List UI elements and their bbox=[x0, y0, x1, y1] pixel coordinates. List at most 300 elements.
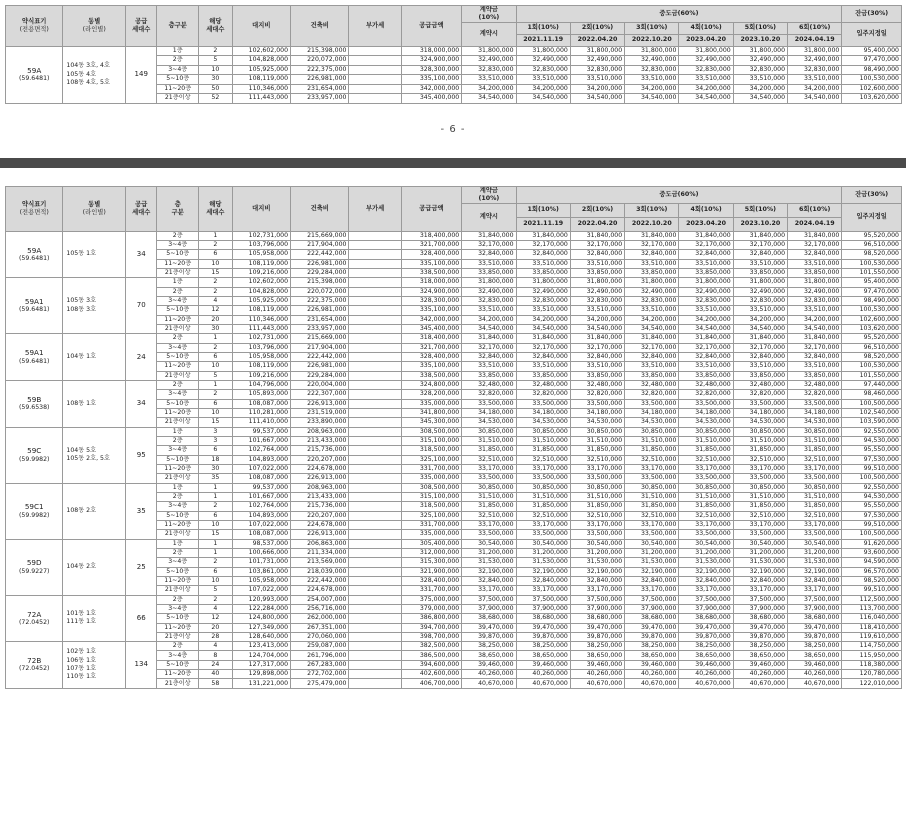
supply-amount: 341,800,000 bbox=[401, 408, 462, 417]
middle-6: 31,840,000 bbox=[788, 231, 842, 240]
unit-type-cell bbox=[6, 334, 63, 381]
building-cost: 231,519,000 bbox=[291, 408, 349, 417]
unit-count: 5 bbox=[199, 56, 232, 66]
middle-6: 32,830,000 bbox=[788, 65, 842, 75]
middle-3: 33,500,000 bbox=[625, 530, 679, 539]
building-cost: 275,479,000 bbox=[291, 679, 349, 688]
header-type: 약식표기 (전용면적) bbox=[6, 6, 63, 47]
header-type: 약식표기 (전용면적) bbox=[6, 187, 63, 232]
contract-amount: 31,510,000 bbox=[462, 436, 516, 445]
header-units: 해당 세대수 bbox=[199, 6, 232, 47]
supply-amount: 342,000,000 bbox=[401, 315, 462, 324]
floor-group: 2층 bbox=[157, 334, 199, 343]
middle-3: 34,200,000 bbox=[625, 315, 679, 324]
middle-3: 32,840,000 bbox=[625, 576, 679, 585]
land-cost: 129,898,000 bbox=[232, 670, 290, 679]
floor-group: 2층 bbox=[157, 231, 199, 240]
header-date: 2022.10.20 bbox=[625, 34, 679, 46]
balance-amount: 100,530,000 bbox=[842, 259, 902, 268]
middle-4: 38,250,000 bbox=[679, 642, 733, 651]
dong-line: 105동 3호 bbox=[66, 297, 97, 305]
header-balance-when: 입주지정일 bbox=[842, 22, 902, 46]
middle-4: 34,200,000 bbox=[679, 315, 733, 324]
balance-amount: 103,590,000 bbox=[842, 418, 902, 427]
building-cost: 217,904,000 bbox=[291, 241, 349, 250]
balance-amount: 102,600,000 bbox=[842, 315, 902, 324]
unit-count: 10 bbox=[199, 520, 232, 529]
supply-amount: 335,000,000 bbox=[401, 530, 462, 539]
floor-group: 1층 bbox=[157, 539, 199, 548]
middle-4: 32,840,000 bbox=[679, 352, 733, 361]
middle-1: 32,170,000 bbox=[516, 343, 570, 352]
header-supply-units: 공급 세대수 bbox=[126, 187, 157, 232]
middle-5: 32,490,000 bbox=[733, 287, 787, 296]
dong-line: 110동 1호 bbox=[66, 673, 97, 681]
floor-group: 2층 bbox=[157, 436, 199, 445]
middle-4: 31,510,000 bbox=[679, 436, 733, 445]
header-supply-amount: 공급금액 bbox=[401, 187, 462, 232]
middle-5: 32,190,000 bbox=[733, 567, 787, 576]
middle-5: 34,180,000 bbox=[733, 408, 787, 417]
middle-4: 32,490,000 bbox=[679, 287, 733, 296]
header-land: 대지비 bbox=[232, 6, 290, 47]
middle-3: 31,510,000 bbox=[625, 436, 679, 445]
contract-amount: 32,170,000 bbox=[462, 343, 516, 352]
middle-6: 32,830,000 bbox=[788, 297, 842, 306]
contract-amount: 32,510,000 bbox=[462, 511, 516, 520]
middle-5: 33,510,000 bbox=[733, 306, 787, 315]
dong-line: 111동 1호 bbox=[66, 618, 97, 626]
middle-6: 32,510,000 bbox=[788, 511, 842, 520]
vat bbox=[349, 250, 401, 259]
header-date: 2024.04.19 bbox=[788, 217, 842, 231]
contract-amount: 31,850,000 bbox=[462, 502, 516, 511]
balance-amount: 98,490,000 bbox=[842, 65, 902, 75]
contract-amount: 37,900,000 bbox=[462, 604, 516, 613]
header-round: 6회(10%) bbox=[788, 22, 842, 34]
middle-1: 33,500,000 bbox=[516, 530, 570, 539]
middle-4: 34,540,000 bbox=[679, 325, 733, 334]
building-cost: 213,433,000 bbox=[291, 436, 349, 445]
balance-amount: 119,610,000 bbox=[842, 632, 902, 641]
middle-1: 33,510,000 bbox=[516, 362, 570, 371]
unit-area: (59.9982) bbox=[19, 455, 50, 463]
header-date: 2023.10.20 bbox=[733, 217, 787, 231]
unit-count: 30 bbox=[199, 75, 232, 85]
balance-amount: 92,550,000 bbox=[842, 483, 902, 492]
middle-2: 34,540,000 bbox=[570, 94, 624, 104]
building-cost: 267,351,000 bbox=[291, 623, 349, 632]
balance-amount: 112,500,000 bbox=[842, 595, 902, 604]
vat bbox=[349, 343, 401, 352]
floor-group: 21층이상 bbox=[157, 632, 199, 641]
middle-1: 39,870,000 bbox=[516, 632, 570, 641]
unit-type: 72A bbox=[27, 609, 42, 619]
middle-2: 33,510,000 bbox=[570, 362, 624, 371]
middle-3: 30,850,000 bbox=[625, 483, 679, 492]
middle-1: 32,510,000 bbox=[516, 511, 570, 520]
land-cost: 108,087,000 bbox=[232, 474, 290, 483]
unit-count: 1 bbox=[199, 231, 232, 240]
middle-3: 34,540,000 bbox=[625, 94, 679, 104]
balance-amount: 100,500,000 bbox=[842, 530, 902, 539]
unit-area: (59.6538) bbox=[19, 404, 50, 412]
contract-amount: 33,510,000 bbox=[462, 306, 516, 315]
middle-2: 30,850,000 bbox=[570, 427, 624, 436]
dong-line: 107동 1호 bbox=[66, 664, 97, 672]
building-cost: 222,442,000 bbox=[291, 576, 349, 585]
middle-1: 33,510,000 bbox=[516, 306, 570, 315]
middle-2: 38,250,000 bbox=[570, 642, 624, 651]
building-cost: 226,913,000 bbox=[291, 399, 349, 408]
vat bbox=[349, 679, 401, 688]
supply-units: 95 bbox=[126, 427, 157, 483]
land-cost: 105,958,000 bbox=[232, 576, 290, 585]
building-cost: 226,981,000 bbox=[291, 362, 349, 371]
middle-1: 34,530,000 bbox=[516, 418, 570, 427]
middle-4: 33,510,000 bbox=[679, 259, 733, 268]
middle-4: 31,800,000 bbox=[679, 278, 733, 287]
balance-amount: 100,500,000 bbox=[842, 474, 902, 483]
land-cost: 104,828,000 bbox=[232, 56, 290, 66]
vat bbox=[349, 614, 401, 623]
building-cost: 220,072,000 bbox=[291, 287, 349, 296]
middle-4: 37,500,000 bbox=[679, 595, 733, 604]
vat bbox=[349, 46, 401, 56]
dong-cell bbox=[63, 427, 126, 483]
land-cost: 107,022,000 bbox=[232, 586, 290, 595]
land-cost: 105,925,000 bbox=[232, 65, 290, 75]
table-row bbox=[6, 642, 902, 651]
contract-amount: 31,840,000 bbox=[462, 231, 516, 240]
middle-3: 33,170,000 bbox=[625, 464, 679, 473]
middle-5: 33,170,000 bbox=[733, 586, 787, 595]
unit-count: 1 bbox=[199, 380, 232, 389]
middle-1: 33,500,000 bbox=[516, 399, 570, 408]
middle-5: 39,870,000 bbox=[733, 632, 787, 641]
supply-units: 34 bbox=[126, 380, 157, 427]
middle-2: 31,510,000 bbox=[570, 492, 624, 501]
middle-4: 40,260,000 bbox=[679, 670, 733, 679]
unit-count: 10 bbox=[199, 362, 232, 371]
middle-4: 32,840,000 bbox=[679, 576, 733, 585]
unit-type: 59C bbox=[27, 446, 42, 456]
middle-3: 32,820,000 bbox=[625, 390, 679, 399]
middle-3: 32,190,000 bbox=[625, 567, 679, 576]
vat bbox=[349, 306, 401, 315]
middle-3: 32,170,000 bbox=[625, 241, 679, 250]
middle-5: 38,650,000 bbox=[733, 651, 787, 660]
balance-amount: 95,520,000 bbox=[842, 231, 902, 240]
building-cost: 220,072,000 bbox=[291, 56, 349, 66]
balance-amount: 95,400,000 bbox=[842, 46, 902, 56]
middle-1: 39,470,000 bbox=[516, 623, 570, 632]
header-land: 대지비 bbox=[232, 187, 290, 232]
supply-amount: 386,500,000 bbox=[401, 651, 462, 660]
supply-amount: 394,700,000 bbox=[401, 623, 462, 632]
middle-1: 31,800,000 bbox=[516, 278, 570, 287]
floor-group: 2층 bbox=[157, 380, 199, 389]
supply-amount: 375,000,000 bbox=[401, 595, 462, 604]
middle-5: 32,820,000 bbox=[733, 390, 787, 399]
middle-5: 31,530,000 bbox=[733, 558, 787, 567]
supply-amount: 386,800,000 bbox=[401, 614, 462, 623]
vat bbox=[349, 269, 401, 278]
middle-3: 33,510,000 bbox=[625, 259, 679, 268]
balance-amount: 95,550,000 bbox=[842, 502, 902, 511]
middle-2: 38,680,000 bbox=[570, 614, 624, 623]
unit-count: 40 bbox=[199, 670, 232, 679]
header-round: 6회(10%) bbox=[788, 203, 842, 217]
vat bbox=[349, 278, 401, 287]
land-cost: 108,119,000 bbox=[232, 362, 290, 371]
middle-6: 32,820,000 bbox=[788, 390, 842, 399]
middle-1: 32,170,000 bbox=[516, 241, 570, 250]
middle-3: 32,840,000 bbox=[625, 250, 679, 259]
floor-group: 1층 bbox=[157, 483, 199, 492]
contract-amount: 32,830,000 bbox=[462, 297, 516, 306]
middle-4: 32,830,000 bbox=[679, 65, 733, 75]
vat bbox=[349, 287, 401, 296]
balance-amount: 97,470,000 bbox=[842, 287, 902, 296]
balance-amount: 116,040,000 bbox=[842, 614, 902, 623]
header-middle: 중도금(60%) bbox=[516, 6, 842, 23]
middle-1: 33,850,000 bbox=[516, 371, 570, 380]
middle-6: 32,840,000 bbox=[788, 250, 842, 259]
floor-group: 21층이상 bbox=[157, 418, 199, 427]
middle-1: 33,170,000 bbox=[516, 520, 570, 529]
supply-amount: 379,000,000 bbox=[401, 604, 462, 613]
unit-count: 35 bbox=[199, 474, 232, 483]
dong-line: 108동 4호, 5호 bbox=[66, 78, 110, 86]
contract-amount: 32,840,000 bbox=[462, 576, 516, 585]
vat bbox=[349, 75, 401, 85]
building-cost: 215,669,000 bbox=[291, 231, 349, 240]
land-cost: 99,537,000 bbox=[232, 483, 290, 492]
middle-2: 32,510,000 bbox=[570, 455, 624, 464]
floor-group: 21층이상 bbox=[157, 371, 199, 380]
vat bbox=[349, 352, 401, 361]
land-cost: 102,764,000 bbox=[232, 502, 290, 511]
supply-units: 66 bbox=[126, 595, 157, 642]
contract-amount: 39,870,000 bbox=[462, 632, 516, 641]
balance-amount: 98,520,000 bbox=[842, 576, 902, 585]
middle-6: 31,200,000 bbox=[788, 548, 842, 557]
header-supply-amount: 공급금액 bbox=[401, 6, 462, 47]
supply-units: 34 bbox=[126, 231, 157, 278]
middle-5: 32,170,000 bbox=[733, 343, 787, 352]
floor-group: 21층이상 bbox=[157, 586, 199, 595]
middle-4: 32,510,000 bbox=[679, 511, 733, 520]
middle-2: 30,540,000 bbox=[570, 539, 624, 548]
header-date: 2022.10.20 bbox=[625, 217, 679, 231]
middle-3: 31,840,000 bbox=[625, 231, 679, 240]
contract-amount: 32,490,000 bbox=[462, 287, 516, 296]
balance-amount: 115,950,000 bbox=[842, 651, 902, 660]
contract-amount: 34,540,000 bbox=[462, 94, 516, 104]
middle-2: 39,870,000 bbox=[570, 632, 624, 641]
middle-5: 32,830,000 bbox=[733, 65, 787, 75]
contract-amount: 33,510,000 bbox=[462, 362, 516, 371]
unit-count: 15 bbox=[199, 530, 232, 539]
balance-amount: 93,600,000 bbox=[842, 548, 902, 557]
supply-amount: 328,300,000 bbox=[401, 297, 462, 306]
middle-3: 31,800,000 bbox=[625, 46, 679, 56]
middle-1: 32,510,000 bbox=[516, 455, 570, 464]
middle-3: 33,500,000 bbox=[625, 399, 679, 408]
header-contract-when: 계약시 bbox=[462, 203, 516, 231]
balance-amount: 118,410,000 bbox=[842, 623, 902, 632]
building-cost: 222,442,000 bbox=[291, 352, 349, 361]
vat bbox=[349, 94, 401, 104]
middle-6: 33,850,000 bbox=[788, 269, 842, 278]
middle-6: 33,170,000 bbox=[788, 520, 842, 529]
header-floor-group: 층 구분 bbox=[157, 187, 199, 232]
land-cost: 107,022,000 bbox=[232, 464, 290, 473]
supply-amount: 328,300,000 bbox=[401, 65, 462, 75]
unit-count: 50 bbox=[199, 84, 232, 94]
header-middle: 중도금(60%) bbox=[516, 187, 842, 204]
contract-amount: 31,530,000 bbox=[462, 558, 516, 567]
vat bbox=[349, 427, 401, 436]
floor-group: 11~20층 bbox=[157, 84, 199, 94]
middle-5: 31,510,000 bbox=[733, 436, 787, 445]
middle-1: 32,830,000 bbox=[516, 297, 570, 306]
vat bbox=[349, 567, 401, 576]
floor-group: 5~10층 bbox=[157, 455, 199, 464]
floor-group: 3~4층 bbox=[157, 297, 199, 306]
middle-4: 33,170,000 bbox=[679, 520, 733, 529]
contract-amount: 32,820,000 bbox=[462, 390, 516, 399]
middle-2: 32,510,000 bbox=[570, 511, 624, 520]
building-cost: 220,004,000 bbox=[291, 380, 349, 389]
middle-2: 33,510,000 bbox=[570, 75, 624, 85]
middle-4: 30,850,000 bbox=[679, 483, 733, 492]
page-divider bbox=[0, 158, 906, 168]
middle-2: 39,470,000 bbox=[570, 623, 624, 632]
middle-5: 33,500,000 bbox=[733, 399, 787, 408]
unit-count: 10 bbox=[199, 576, 232, 585]
contract-amount: 32,830,000 bbox=[462, 65, 516, 75]
building-cost: 233,890,000 bbox=[291, 418, 349, 427]
supply-amount: 308,500,000 bbox=[401, 483, 462, 492]
balance-amount: 99,510,000 bbox=[842, 586, 902, 595]
header-date: 2021.11.19 bbox=[516, 34, 570, 46]
header-round: 3회(10%) bbox=[625, 203, 679, 217]
middle-1: 30,850,000 bbox=[516, 427, 570, 436]
supply-amount: 321,700,000 bbox=[401, 241, 462, 250]
middle-5: 38,680,000 bbox=[733, 614, 787, 623]
unit-count: 30 bbox=[199, 325, 232, 334]
middle-3: 33,500,000 bbox=[625, 474, 679, 483]
land-cost: 98,537,000 bbox=[232, 539, 290, 548]
middle-5: 31,850,000 bbox=[733, 446, 787, 455]
middle-3: 39,470,000 bbox=[625, 623, 679, 632]
vat bbox=[349, 325, 401, 334]
building-cost: 259,087,000 bbox=[291, 642, 349, 651]
supply-amount: 315,100,000 bbox=[401, 436, 462, 445]
land-cost: 104,828,000 bbox=[232, 287, 290, 296]
supply-amount: 315,100,000 bbox=[401, 492, 462, 501]
building-cost: 267,283,000 bbox=[291, 660, 349, 669]
middle-4: 33,500,000 bbox=[679, 399, 733, 408]
header-building: 건축비 bbox=[291, 6, 349, 47]
balance-amount: 97,440,000 bbox=[842, 380, 902, 389]
vat bbox=[349, 259, 401, 268]
middle-6: 33,170,000 bbox=[788, 586, 842, 595]
floor-group: 5~10층 bbox=[157, 399, 199, 408]
supply-amount: 335,100,000 bbox=[401, 362, 462, 371]
balance-amount: 120,780,000 bbox=[842, 670, 902, 679]
unit-count: 6 bbox=[199, 399, 232, 408]
contract-amount: 32,840,000 bbox=[462, 352, 516, 361]
middle-5: 30,850,000 bbox=[733, 483, 787, 492]
middle-1: 32,840,000 bbox=[516, 250, 570, 259]
unit-count: 1 bbox=[199, 483, 232, 492]
contract-amount: 32,170,000 bbox=[462, 241, 516, 250]
floor-group: 11~20층 bbox=[157, 520, 199, 529]
middle-6: 30,850,000 bbox=[788, 427, 842, 436]
header-date: 2023.04.20 bbox=[679, 217, 733, 231]
supply-amount: 331,700,000 bbox=[401, 464, 462, 473]
middle-1: 34,540,000 bbox=[516, 325, 570, 334]
supply-amount: 325,100,000 bbox=[401, 511, 462, 520]
middle-4: 39,470,000 bbox=[679, 623, 733, 632]
header-round: 2회(10%) bbox=[570, 22, 624, 34]
unit-area: (59.6481) bbox=[19, 75, 50, 83]
middle-2: 31,800,000 bbox=[570, 46, 624, 56]
floor-group: 1층 bbox=[157, 278, 199, 287]
contract-amount: 31,850,000 bbox=[462, 446, 516, 455]
floor-group: 11~20층 bbox=[157, 464, 199, 473]
middle-3: 32,490,000 bbox=[625, 287, 679, 296]
middle-3: 39,460,000 bbox=[625, 660, 679, 669]
floor-group: 11~20층 bbox=[157, 670, 199, 679]
unit-count: 2 bbox=[199, 287, 232, 296]
balance-amount: 102,540,000 bbox=[842, 408, 902, 417]
middle-6: 34,540,000 bbox=[788, 94, 842, 104]
building-cost: 226,981,000 bbox=[291, 75, 349, 85]
middle-2: 33,170,000 bbox=[570, 586, 624, 595]
middle-2: 33,850,000 bbox=[570, 269, 624, 278]
vat bbox=[349, 502, 401, 511]
middle-5: 32,490,000 bbox=[733, 56, 787, 66]
unit-count: 2 bbox=[199, 46, 232, 56]
middle-1: 31,800,000 bbox=[516, 46, 570, 56]
building-cost: 226,913,000 bbox=[291, 530, 349, 539]
contract-amount: 38,250,000 bbox=[462, 642, 516, 651]
unit-area: (72.0452) bbox=[19, 618, 50, 626]
header-building: 건축비 bbox=[291, 187, 349, 232]
middle-3: 34,180,000 bbox=[625, 408, 679, 417]
middle-3: 33,170,000 bbox=[625, 586, 679, 595]
dong-line: 105동 1호 bbox=[66, 250, 97, 258]
vat bbox=[349, 418, 401, 427]
balance-amount: 99,510,000 bbox=[842, 464, 902, 473]
floor-group: 21층이상 bbox=[157, 325, 199, 334]
middle-1: 32,490,000 bbox=[516, 287, 570, 296]
middle-1: 30,540,000 bbox=[516, 539, 570, 548]
unit-type: 59A1 bbox=[24, 348, 44, 358]
middle-3: 31,800,000 bbox=[625, 278, 679, 287]
contract-amount: 32,480,000 bbox=[462, 380, 516, 389]
floor-group: 3~4층 bbox=[157, 502, 199, 511]
middle-6: 37,900,000 bbox=[788, 604, 842, 613]
building-cost: 254,007,000 bbox=[291, 595, 349, 604]
middle-5: 34,540,000 bbox=[733, 325, 787, 334]
balance-amount: 94,530,000 bbox=[842, 492, 902, 501]
supply-amount: 321,900,000 bbox=[401, 567, 462, 576]
